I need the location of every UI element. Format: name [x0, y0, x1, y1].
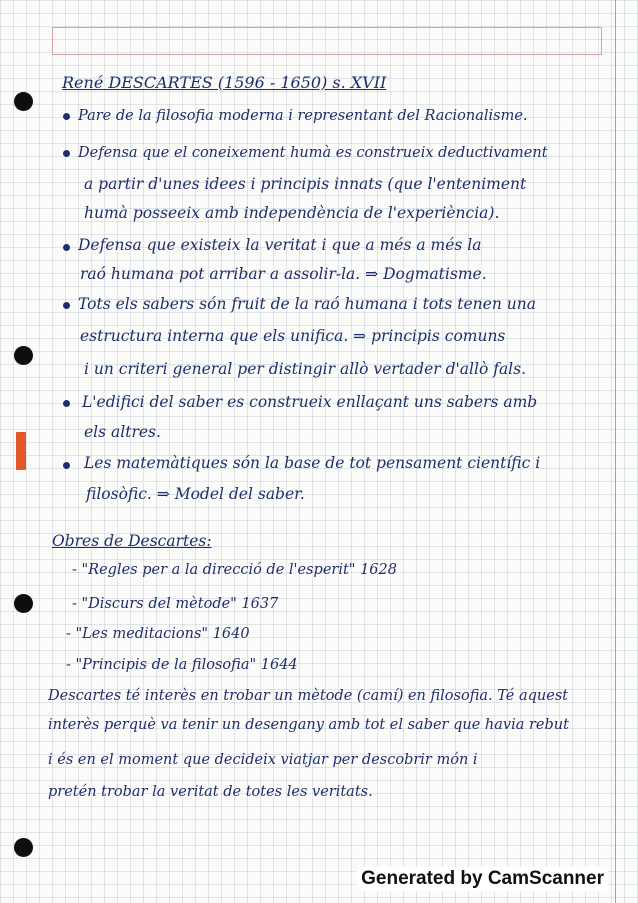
work-item: - "Les meditacions" 1640 — [66, 626, 250, 642]
bullet-dot — [63, 400, 70, 407]
bullet-line: Tots els sabers són fruit de la raó humana i tots tenen una — [78, 295, 536, 313]
bullet-dot — [63, 113, 70, 120]
paragraph-line: interès perquè va tenir un desengany amb tot el saber que havia rebut — [48, 717, 569, 733]
bullet-line: els altres. — [84, 423, 161, 441]
bullet-dot — [63, 462, 70, 469]
works-heading: Obres de Descartes: — [52, 532, 212, 550]
bullet-line: Defensa que el coneixement humà es construeix deductivament — [78, 145, 548, 161]
bullet-line: Defensa que existeix la veritat i que a més a més la — [78, 236, 482, 254]
bullet-line: i un criteri general per distingir allò vertader d'allò fals. — [84, 360, 527, 378]
camscanner-watermark: Generated by CamScanner — [357, 867, 608, 891]
paragraph-line: i és en el moment que decideix viatjar per descobrir món i — [48, 752, 478, 768]
bullet-line: L'edifici del saber es construeix enllaçant uns sabers amb — [82, 393, 538, 411]
bullet-line: Les matemàtiques són la base de tot pensament científic i — [84, 454, 541, 472]
bullet-line: a partir d'unes idees i principis innats (que l'enteniment — [84, 175, 527, 193]
bullet-line: raó humana pot arribar a assolir-la. ⇒ Dogmatisme. — [80, 265, 487, 283]
bullet-line: humà posseeix amb independència de l'experiència). — [84, 204, 500, 222]
bullet-dot — [63, 150, 70, 157]
paragraph-line: pretén trobar la veritat de totes les veritats. — [48, 784, 373, 800]
work-item: - "Principis de la filosofia" 1644 — [66, 657, 298, 673]
work-item: - "Discurs del mètode" 1637 — [72, 596, 279, 612]
bullet-line: estructura interna que els unifica. ⇒ principis comuns — [80, 327, 506, 345]
work-item: - "Regles per a la direcció de l'esperit" 1628 — [72, 562, 397, 578]
bullet-dot — [63, 244, 70, 251]
notes-title: René DESCARTES (1596 - 1650) s. XVII — [62, 73, 387, 92]
paragraph-line: Descartes té interès en trobar un mètode (camí) en filosofia. Té aquest — [48, 688, 569, 704]
bullet-line: filosòfic. ⇒ Model del saber. — [86, 485, 305, 503]
bullet-dot — [63, 302, 70, 309]
bullet-line: Pare de la filosofia moderna i representant del Racionalisme. — [78, 108, 528, 124]
